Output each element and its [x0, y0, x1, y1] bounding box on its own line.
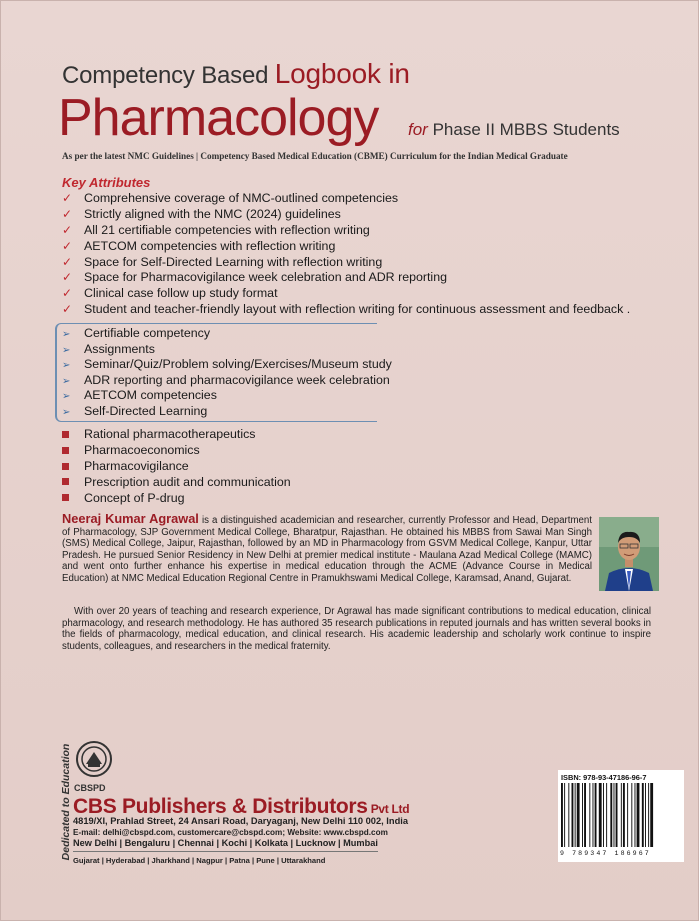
list-item: ➢ Seminar/Quiz/Problem solving/Exercises/Museum study — [62, 357, 392, 373]
list-item: Pharmacovigilance — [62, 459, 291, 475]
check-icon: ✓ — [62, 238, 73, 253]
barcode-bar — [606, 783, 607, 847]
author-name: Neeraj Kumar Agrawal — [62, 511, 199, 526]
square-bullet-icon — [62, 494, 69, 501]
topics-list — [62, 427, 291, 506]
arrow-icon: ➢ — [62, 344, 71, 356]
arrow-icon: ➢ — [62, 329, 71, 340]
barcode-bar — [561, 783, 563, 847]
list-item: Rational pharmacotherapeutics — [62, 427, 291, 443]
list-item: ➢ AETCOM competencies — [62, 388, 392, 404]
isbn-label: ISBN: 978-93-47186-96-7 — [561, 773, 647, 782]
check-icon: ✓ — [62, 286, 73, 301]
publisher-contact: E-mail: delhi@cbspd.com, customercare@cbspd.com; Website: www.cbspd.com — [73, 828, 388, 837]
barcode-bar — [642, 783, 644, 847]
check-icon: ✓ — [62, 222, 73, 237]
barcode-bar — [603, 783, 604, 847]
barcode-bar — [564, 783, 565, 847]
barcode-icon — [561, 783, 681, 849]
guidelines-subline: As per the latest NMC Guidelines | Competency Based Medical Education (CBME) Curriculum for the Indian Medical Graduate — [62, 151, 568, 161]
publisher-cities-other: Gujarat | Hyderabad | Jharkhand | Nagpur | Patna | Pune | Uttarakhand — [73, 856, 326, 865]
list-item: ✓ Space for Pharmacovigilance week celebration and ADR reporting — [62, 270, 447, 285]
list-item: ➢ Self-Directed Learning — [62, 404, 392, 420]
logo-text: CBSPD — [74, 783, 106, 793]
square-bullet-icon — [62, 478, 69, 485]
check-icon: ✓ — [62, 254, 73, 269]
list-item: Concept of P-drug — [62, 491, 291, 507]
barcode-bar — [593, 783, 594, 847]
phase-for: for — [408, 120, 428, 139]
check-icon: ✓ — [62, 191, 73, 205]
barcode-bar — [599, 783, 602, 847]
arrow-icon: ➢ — [62, 360, 71, 372]
barcode-bar — [595, 783, 597, 847]
barcode-bar — [614, 783, 615, 847]
phase-subtitle — [408, 120, 620, 140]
square-bullet-icon — [62, 463, 69, 470]
barcode-bar — [577, 783, 580, 847]
arrow-icon: ➢ — [62, 406, 71, 418]
arrow-icon: ➢ — [62, 375, 71, 387]
barcode-bar — [621, 783, 622, 847]
title-logbook: Logbook in — [274, 58, 410, 89]
barcode-bar — [623, 783, 625, 847]
isbn-barcode-box — [558, 770, 684, 862]
list-item: Prescription audit and communication — [62, 475, 291, 491]
arrow-icon: ➢ — [62, 391, 71, 403]
barcode-bar — [648, 783, 649, 847]
list-item: ✓ Comprehensive coverage of NMC-outlined competencies — [62, 191, 399, 205]
title-line — [62, 58, 410, 90]
key-attributes-list — [62, 191, 630, 318]
barcode-bar — [650, 783, 653, 847]
barcode-bar — [610, 783, 612, 847]
barcode-bar — [589, 783, 590, 847]
publisher-address: 4819/XI, Prahlad Street, 24 Ansari Road, Daryaganj, New Delhi 110 002, India — [73, 816, 409, 826]
list-item: ➢ Assignments — [62, 342, 392, 358]
author-bio-p1: is a distinguished academician and researcher, currently Professor and Head, Department of Pharmacology, SJP Government Medical College, Bharatpur, Rajasthan. He obtained his MBBS from Sawai Man Singh (SMS) Medical College, Jaipur, Rajasthan, followed by an MD in Pharmacology from GSVM Medical College, Kanpur, Uttar Pradesh. He pursued Senior Residency in New Delhi at premier medical institute - Maulana Azad Medical College (MAMC) and went onto further enhance his expertise in medical education through the ACME (Advance Course in Medical Education) at NMC Medical Education Regional Centre in Pramukhswami Medical College, Karamsad, Anand, Gujarat. — [62, 515, 592, 584]
list-item: ✓ Clinical case follow up study format — [62, 286, 278, 301]
barcode-bar — [637, 783, 640, 847]
logbook-sections-list — [62, 326, 392, 420]
check-icon: ✓ — [62, 302, 73, 317]
barcode-bar — [616, 783, 618, 847]
barcode-bar — [631, 783, 632, 847]
square-bullet-icon — [62, 431, 69, 438]
list-item: ✓ AETCOM competencies with reflection writing — [62, 238, 336, 253]
phase-text: Phase II MBBS Students — [427, 120, 620, 139]
list-item: ✓ Space for Self-Directed Learning with reflection writing — [62, 254, 383, 269]
publisher-name: CBS Publishers & Distributors Pvt Ltd — [73, 795, 410, 818]
barcode-bar — [568, 783, 569, 847]
isbn-digits: 9 789347 186967 — [560, 850, 651, 857]
cbspd-logo-icon — [75, 740, 113, 782]
barcode-bar — [572, 783, 574, 847]
barcode-bar — [645, 783, 646, 847]
barcode-bar — [575, 783, 576, 847]
list-item: ➢ ADR reporting and pharmacovigilance week celebration — [62, 373, 392, 389]
author-bio-p2: With over 20 years of teaching and research experience, Dr Agrawal has made significant contributions to medical education, clinical pharmacology, and research methodology. He has authored 35 research publications in reputed journals and has written several books in the fields of pharmacology, medical education, and clinical research. His academic leadership and scholarly work continue to inspire students, colleagues, and researchers in the medical fraternity. — [62, 606, 651, 652]
barcode-bar — [635, 783, 636, 847]
barcode-bar — [584, 783, 586, 847]
dedicated-to-education: Dedicated to Education — [60, 743, 72, 861]
publisher-cities-main: New Delhi | Bengaluru | Chennai | Kochi | Kolkata | Lucknow | Mumbai — [73, 838, 378, 852]
list-item: ✓ Student and teacher-friendly layout with reflection writing for continuous assessment and feedback . — [62, 302, 631, 317]
square-bullet-icon — [62, 447, 69, 454]
check-icon: ✓ — [62, 206, 73, 221]
author-photo — [599, 517, 659, 591]
list-item: ➢ Certifiable competency — [62, 326, 392, 342]
main-title: Pharmacology — [58, 89, 379, 147]
author-bio — [62, 513, 592, 585]
list-item: ✓ All 21 certifiable competencies with reflection writing — [62, 222, 370, 237]
barcode-bar — [627, 783, 628, 847]
list-item: ✓ Strictly aligned with the NMC (2024) guidelines — [62, 206, 341, 221]
key-attributes-heading: Key Attributes — [62, 175, 151, 190]
list-item: Pharmacoeconomics — [62, 443, 291, 459]
check-icon: ✓ — [62, 270, 73, 285]
barcode-bar — [582, 783, 583, 847]
title-prefix: Competency Based — [62, 62, 275, 89]
